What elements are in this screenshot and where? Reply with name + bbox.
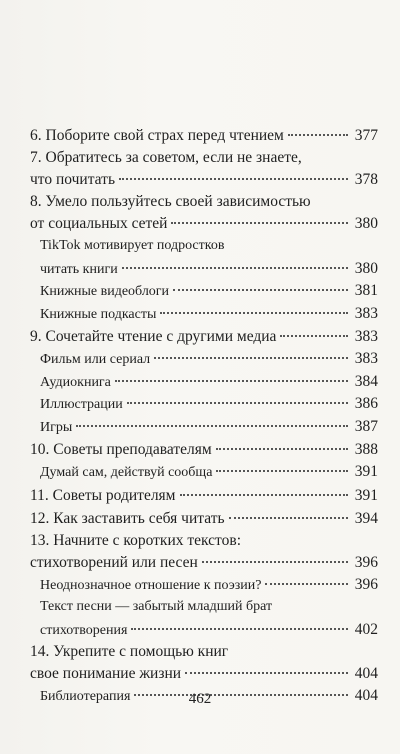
dot-leader [185, 672, 348, 674]
toc-entry-title-line: Книжные видеоблоги [40, 284, 170, 299]
toc-entry-title-line: Иллюстрации [40, 397, 123, 412]
toc-page-number: 388 [354, 441, 378, 458]
dot-leader [160, 312, 348, 314]
toc-entry-title-line: Книжные подкасты [40, 306, 157, 322]
toc-section-entry [30, 348, 378, 371]
toc-page-number: 377 [354, 127, 378, 144]
dot-leader [119, 178, 348, 180]
toc-entry-title-line: 13. Начните с коротких текстов: [30, 531, 242, 549]
toc-entry-title-line: Игры [40, 419, 73, 435]
toc-entry-title-line: Думай сам, действуй сообща [40, 465, 213, 480]
toc-page-number: 381 [354, 282, 378, 299]
toc-section-entry [30, 416, 378, 439]
toc-page-number: 391 [354, 463, 378, 480]
dot-leader [216, 448, 348, 450]
toc-entry-title-line: TikTok мотивирует подростков [40, 238, 225, 253]
dot-leader [115, 380, 348, 382]
table-of-contents [30, 124, 378, 708]
toc-entry-title-line: свое понимание жизни [30, 665, 182, 682]
toc-page-number: 391 [354, 486, 378, 504]
toc-page-number: 404 [354, 687, 378, 704]
toc-section-entry [30, 303, 378, 326]
toc-section-entry [30, 596, 378, 641]
toc-entry-title-line: 11. Советы родителям [30, 486, 176, 504]
toc-page-number: 402 [354, 620, 378, 638]
dot-leader [229, 517, 348, 519]
dot-leader [265, 583, 348, 585]
page-number: 462 [188, 691, 212, 707]
toc-chapter-entry [30, 325, 378, 348]
toc-page-number: 394 [354, 509, 378, 527]
toc-page-number: 378 [354, 171, 378, 188]
dot-leader [280, 335, 348, 337]
toc-entry-title-line: 14. Укрепите с помощью книг [30, 643, 229, 660]
toc-entry-title-line: Библиотерапия [40, 689, 131, 704]
dot-leader [154, 357, 348, 359]
toc-page-number: 380 [354, 215, 378, 232]
toc-page-number: 383 [354, 328, 378, 345]
toc-chapter-entry [30, 438, 378, 461]
toc-page-number: 380 [354, 259, 378, 277]
dot-leader [180, 494, 349, 496]
toc-page-number: 386 [354, 395, 378, 412]
toc-section-entry [30, 280, 378, 303]
toc-chapter-entry [30, 507, 378, 530]
dot-leader [127, 402, 348, 404]
toc-entry-title-line: 8. Умело пользуйтесь своей зависимостью [30, 193, 311, 210]
dot-leader [131, 628, 348, 630]
toc-entry-title-line: читать книги [40, 261, 118, 277]
toc-section-entry [30, 461, 378, 484]
dot-leader [76, 425, 348, 427]
toc-entry-title-line: 10. Советы преподавателям [30, 441, 212, 458]
toc-entry-title-line: Фильм или сериал [40, 352, 151, 367]
toc-section-entry [30, 235, 378, 280]
toc-chapter-entry [30, 191, 378, 235]
toc-section-entry [30, 393, 378, 416]
toc-page-number: 387 [354, 417, 378, 435]
toc-chapter-entry [30, 530, 378, 574]
toc-page-number: 383 [354, 304, 378, 322]
toc-page-number: 396 [354, 553, 378, 571]
toc-entry-title-line: стихотворения [40, 622, 128, 638]
toc-page-number: 404 [354, 665, 378, 682]
toc-chapter-entry [30, 147, 378, 191]
toc-entry-title-line: от социальных сетей [30, 215, 168, 232]
toc-page-number: 396 [354, 575, 378, 593]
toc-entry-title-line: что почитать [30, 171, 116, 188]
toc-page-number: 384 [354, 372, 378, 390]
dot-leader [202, 561, 348, 563]
toc-entry-title-line: 12. Как заставить себя читать [30, 509, 225, 527]
dot-leader [288, 134, 348, 136]
toc-entry-title-line: Неоднозначное отношение к поэзии? [40, 577, 262, 593]
toc-page-number: 383 [354, 350, 378, 367]
dot-leader [216, 470, 348, 472]
toc-chapter-entry [30, 484, 378, 507]
toc-chapter-entry [30, 641, 378, 685]
toc-section-entry [30, 574, 378, 597]
dot-leader [122, 267, 348, 269]
toc-entry-title-line: 6. Поборите свой страх перед чтением [30, 127, 284, 144]
toc-section-entry [30, 371, 378, 394]
toc-entry-title-line: Текст песни — забытый младший брат [40, 599, 273, 614]
toc-entry-title-line: 7. Обратитесь за советом, если не знаете, [30, 149, 302, 166]
dot-leader [173, 289, 348, 291]
toc-entry-title-line: Аудиокнига [40, 374, 111, 390]
toc-entry-title-line: 9. Сочетайте чтение с другими медиа [30, 328, 277, 345]
toc-chapter-entry [30, 124, 378, 147]
dot-leader [171, 222, 348, 224]
toc-entry-title-line: стихотворений или песен [30, 553, 198, 571]
